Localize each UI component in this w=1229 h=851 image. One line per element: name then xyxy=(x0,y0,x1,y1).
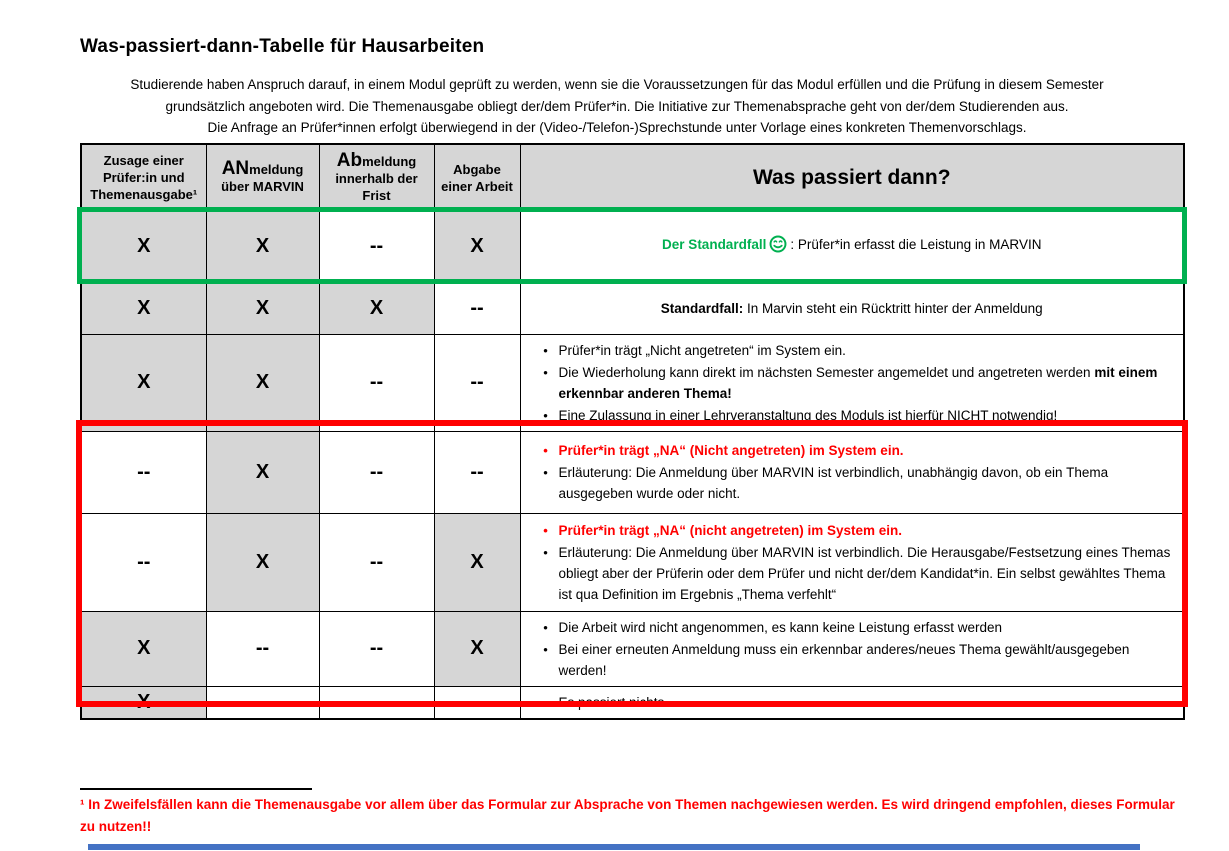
mark-cell: X xyxy=(81,211,206,282)
bullet-item xyxy=(533,340,1172,361)
bullet-text-red: Prüfer*in trägt „NA“ (nicht angetreten) im System ein. xyxy=(558,522,903,538)
mark-cell: -- xyxy=(319,611,434,686)
intro-paragraph xyxy=(47,74,1187,139)
table-row-es-passiert-nichts xyxy=(81,686,1184,719)
desc-cell xyxy=(520,611,1184,686)
bullet-item xyxy=(533,462,1172,504)
mark-cell: -- xyxy=(434,686,520,719)
mark-cell: -- xyxy=(319,686,434,719)
bullet-item-red xyxy=(533,520,1172,541)
mark-cell: -- xyxy=(319,334,434,431)
bullet-item-red xyxy=(533,440,1172,461)
standardfall-green-rest: : Prüfer*in erfasst die Leistung in MARVIN xyxy=(790,237,1042,252)
bullet-item xyxy=(533,617,1172,638)
mark-cell: X xyxy=(319,282,434,334)
bullet-text: Erläuterung: Die Anmeldung über MARVIN ist verbindlich, unabhängig davon, ob ein Thema ausgegeben wurde oder nicht. xyxy=(558,465,1109,501)
bullet-item xyxy=(533,542,1172,605)
bullet-dot: • xyxy=(543,544,548,560)
bullet-dot: • xyxy=(543,619,548,635)
header-anmeldung-big: AN xyxy=(221,158,250,180)
bullet-item xyxy=(533,639,1172,681)
mark-cell: X xyxy=(206,282,319,334)
mark-cell: -- xyxy=(206,611,319,686)
desc-cell xyxy=(520,282,1184,334)
mark-cell: X xyxy=(434,611,520,686)
bullet-dot: • xyxy=(543,522,548,538)
bullet-text: Eine Zulassung in einer Lehrveranstaltung des Moduls ist hierfür NICHT notwendig! xyxy=(558,407,1058,423)
intro-line-2: grundsätzlich angeboten wird. Die Themenausgabe obliegt der/dem Prüfer*in. Die Initiative zur Themenabsprache geht von der/dem Studierenden aus. xyxy=(165,98,1069,114)
footnote-separator-rule xyxy=(80,788,312,790)
mark-cell: -- xyxy=(81,431,206,513)
header-abmeldung-big: Ab xyxy=(336,149,363,171)
standardfall-green-label: Der Standardfall xyxy=(662,237,767,252)
standardfall-bold-label: Standardfall: xyxy=(660,300,744,316)
mark-cell: X xyxy=(206,513,319,611)
table-row-na-ohne-thema xyxy=(81,431,1184,513)
header-anmeldung-line2: über MARVIN xyxy=(221,179,304,195)
header-abmeldung-line2: innerhalb der Frist xyxy=(335,170,418,203)
table-row-standardfall xyxy=(81,282,1184,334)
table-row-standardfall-green xyxy=(81,211,1184,282)
standardfall-rest: In Marvin steht ein Rücktritt hinter der Anmeldung xyxy=(743,300,1043,316)
mark-cell: X xyxy=(206,334,319,431)
header-cell-anmeldung xyxy=(206,144,319,211)
smiley-icon xyxy=(769,235,787,259)
bullet-text: Es passiert nichts. xyxy=(558,694,669,710)
mark-cell: X xyxy=(81,282,206,334)
desc-cell xyxy=(520,686,1184,719)
mark-cell: X xyxy=(206,211,319,282)
bullet-text-pre: Die Wiederholung kann direkt im nächsten Semester angemeldet und angetreten werden xyxy=(558,364,1095,380)
header-abmeldung-rest: meldung xyxy=(362,153,417,169)
was-passiert-dann-table xyxy=(80,143,1185,720)
mark-cell: -- xyxy=(319,211,434,282)
bullet-dot: • xyxy=(543,364,548,380)
mark-cell: -- xyxy=(206,686,319,719)
page-title: Was-passiert-dann-Tabelle für Hausarbeiten xyxy=(80,36,485,57)
intro-line-3: Die Anfrage an Prüfer*innen erfolgt überwiegend in der (Video-/Telefon-)Sprechstunde unter Vorlage eines konkreten Themenvorschlags. xyxy=(207,120,1027,135)
mark-cell: -- xyxy=(434,431,520,513)
horizontal-scrollbar[interactable] xyxy=(88,844,1140,850)
mark-cell: -- xyxy=(319,431,434,513)
bullet-text-red: Prüfer*in trägt „NA“ (Nicht angetreten) im System ein. xyxy=(558,443,904,458)
bullet-item xyxy=(533,692,1172,713)
was-passiert-dann-table-wrap xyxy=(80,143,1185,720)
table-row-nicht-angetreten xyxy=(81,334,1184,431)
mark-cell: X xyxy=(81,686,206,719)
bullet-dot: • xyxy=(543,641,548,657)
bullet-dot: • xyxy=(543,443,548,458)
bullet-text: Bei einer erneuten Anmeldung muss ein erkennbar anderes/neues Thema gewählt/ausgegeben werden! xyxy=(558,641,1130,678)
mark-cell: X xyxy=(434,513,520,611)
table-row-na-mit-abgabe xyxy=(81,513,1184,611)
header-cell-zusage: Zusage einer Prüfer:in und Themenausgabe¹ xyxy=(81,144,206,211)
header-cell-abmeldung xyxy=(319,144,434,211)
bullet-item xyxy=(533,405,1172,426)
header-anmeldung-rest: meldung xyxy=(249,162,304,178)
mark-cell: -- xyxy=(434,282,520,334)
bullet-item xyxy=(533,362,1172,404)
bullet-text: Die Arbeit wird nicht angenommen, es kann keine Leistung erfasst werden xyxy=(558,619,1002,635)
header-cell-was-passiert: Was passiert dann? xyxy=(520,144,1184,211)
mark-cell: -- xyxy=(434,334,520,431)
mark-cell: -- xyxy=(81,513,206,611)
bullet-text: Prüfer*in trägt „Nicht angetreten“ im System ein. xyxy=(558,342,846,358)
mark-cell: X xyxy=(81,611,206,686)
bullet-dot: • xyxy=(543,342,548,358)
bullet-dot: • xyxy=(543,694,548,710)
desc-cell xyxy=(520,211,1184,282)
header-cell-abgabe: Abgabe einer Arbeit xyxy=(434,144,520,211)
header-row xyxy=(81,144,1184,211)
desc-cell xyxy=(520,431,1184,513)
bullet-dot: • xyxy=(543,407,548,423)
bullet-text: Erläuterung: Die Anmeldung über MARVIN ist verbindlich. Die Herausgabe/Festsetzung eines Themas obliegt aber der Prüferin oder dem Prüfer und nicht der/dem Kandidat*in. Ein selbst gewähltes Thema ist qua Definition im Ergebnis „Thema verfehlt“ xyxy=(558,544,1171,602)
mark-cell: X xyxy=(81,334,206,431)
bullet-text-bold: mit einem erkennbar anderen Thema! xyxy=(558,364,1158,401)
mark-cell: -- xyxy=(319,513,434,611)
desc-cell xyxy=(520,513,1184,611)
mark-cell: X xyxy=(434,211,520,282)
mark-cell: X xyxy=(206,431,319,513)
bullet-text xyxy=(559,362,1172,404)
desc-cell xyxy=(520,334,1184,431)
footnote-text: ¹ In Zweifelsfällen kann die Themenausgabe vor allem über das Formular zur Absprache von Themen nachgewiesen werden. Es wird dringend empfohlen, dieses Formular zu nutzen!! xyxy=(80,797,1175,834)
intro-line-1: Studierende haben Anspruch darauf, in einem Modul geprüft zu werden, wenn sie die Voraussetzungen für das Modul erfüllen und die Prüfung in diesem Semester xyxy=(130,77,1104,92)
bullet-dot: • xyxy=(543,465,548,480)
table-row-arbeit-nicht-angenommen xyxy=(81,611,1184,686)
